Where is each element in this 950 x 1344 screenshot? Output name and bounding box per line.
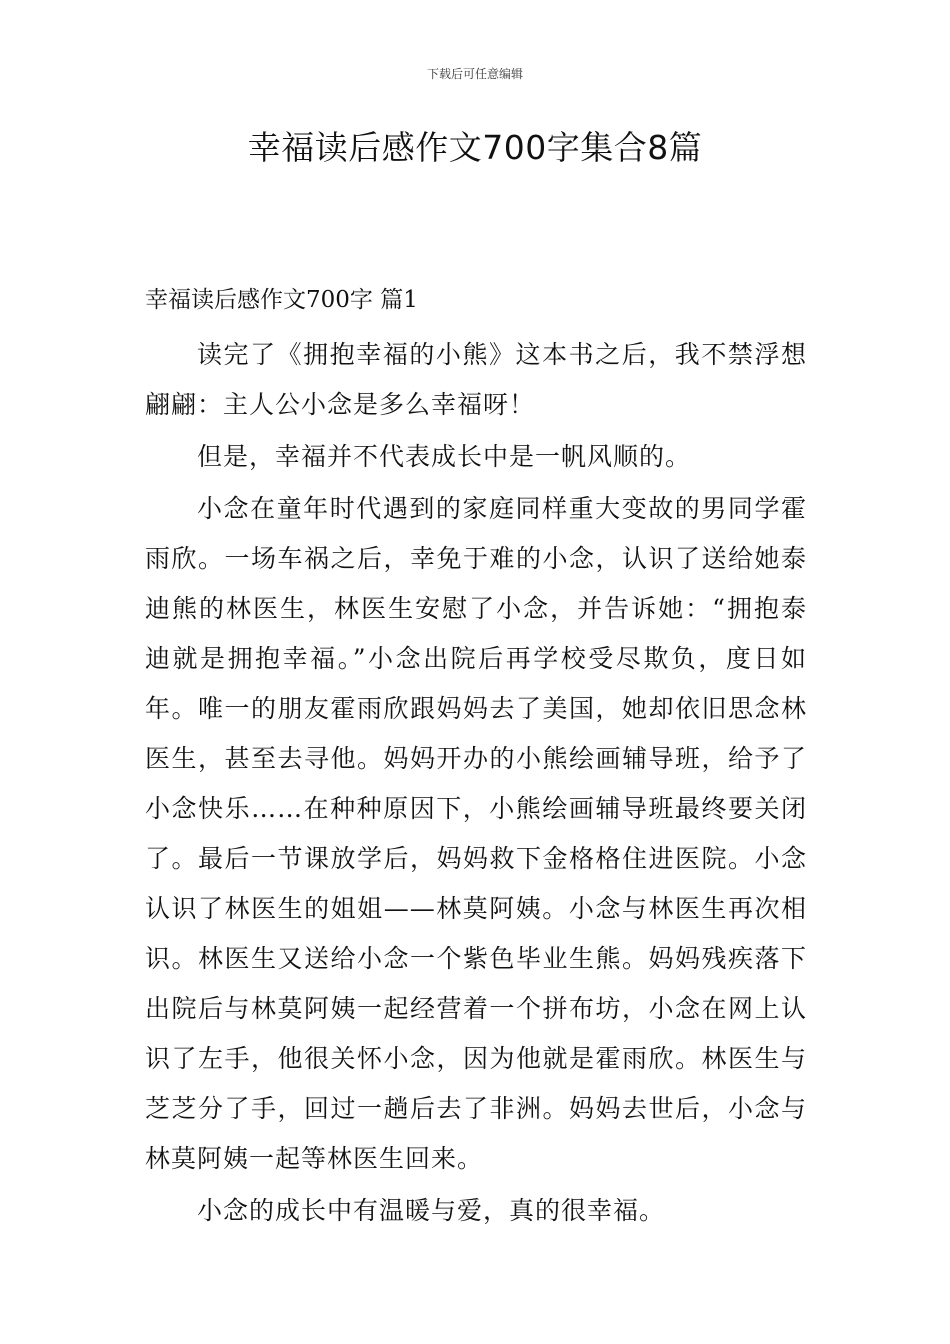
section-heading: 幸福读后感作文700字 篇1 [145,287,418,313]
document-body [145,282,807,1236]
header-note: 下载后可任意编辑 [426,67,523,81]
paragraph-2: 但是，幸福并不代表成长中是一帆风顺的。 [197,442,692,471]
document-title: 幸福读后感作文700字集合8篇 [247,128,703,167]
paragraph-3: 小念在童年时代遇到的家庭同样重大变故的男同学霍雨欣。一场车祸之后，幸免于难的小念，认识了送给她泰迪熊的林医生，林医生安慰了小念，并告诉她：“拥抱泰迪就是拥抱幸福。”小念出院后再学校受尽欺负，度日如年。唯一的朋友霍雨欣跟妈妈去了美国，她却依旧思念林医生，甚至去寻他。妈妈开办的小熊绘画辅导班，给予了小念快乐……在种种原因下，小熊绘画辅导班最终要关闭了。最后一节课放学后，妈妈救下金格格住进医院。小念认识了林医生的姐姐——林莫阿姨。小念与林医生再次相识。林医生又送给小念一个紫色毕业生熊。妈妈残疾落下出院后与林莫阿姨一起经营着一个拼布坊，小念在网上认识了左手，他很关怀小念，因为他就是霍雨欣。林医生与芝芝分了手，回过一趟后去了非洲。妈妈去世后，小念与林莫阿姨一起等林医生回来。 [145,494,807,1173]
paragraph-4: 小念的成长中有温暖与爱，真的很幸福。 [197,1196,666,1225]
paragraph-1: 读完了《拥抱幸福的小熊》这本书之后，我不禁浮想翩翩：主人公小念是多么幸福呀！ [145,340,807,419]
